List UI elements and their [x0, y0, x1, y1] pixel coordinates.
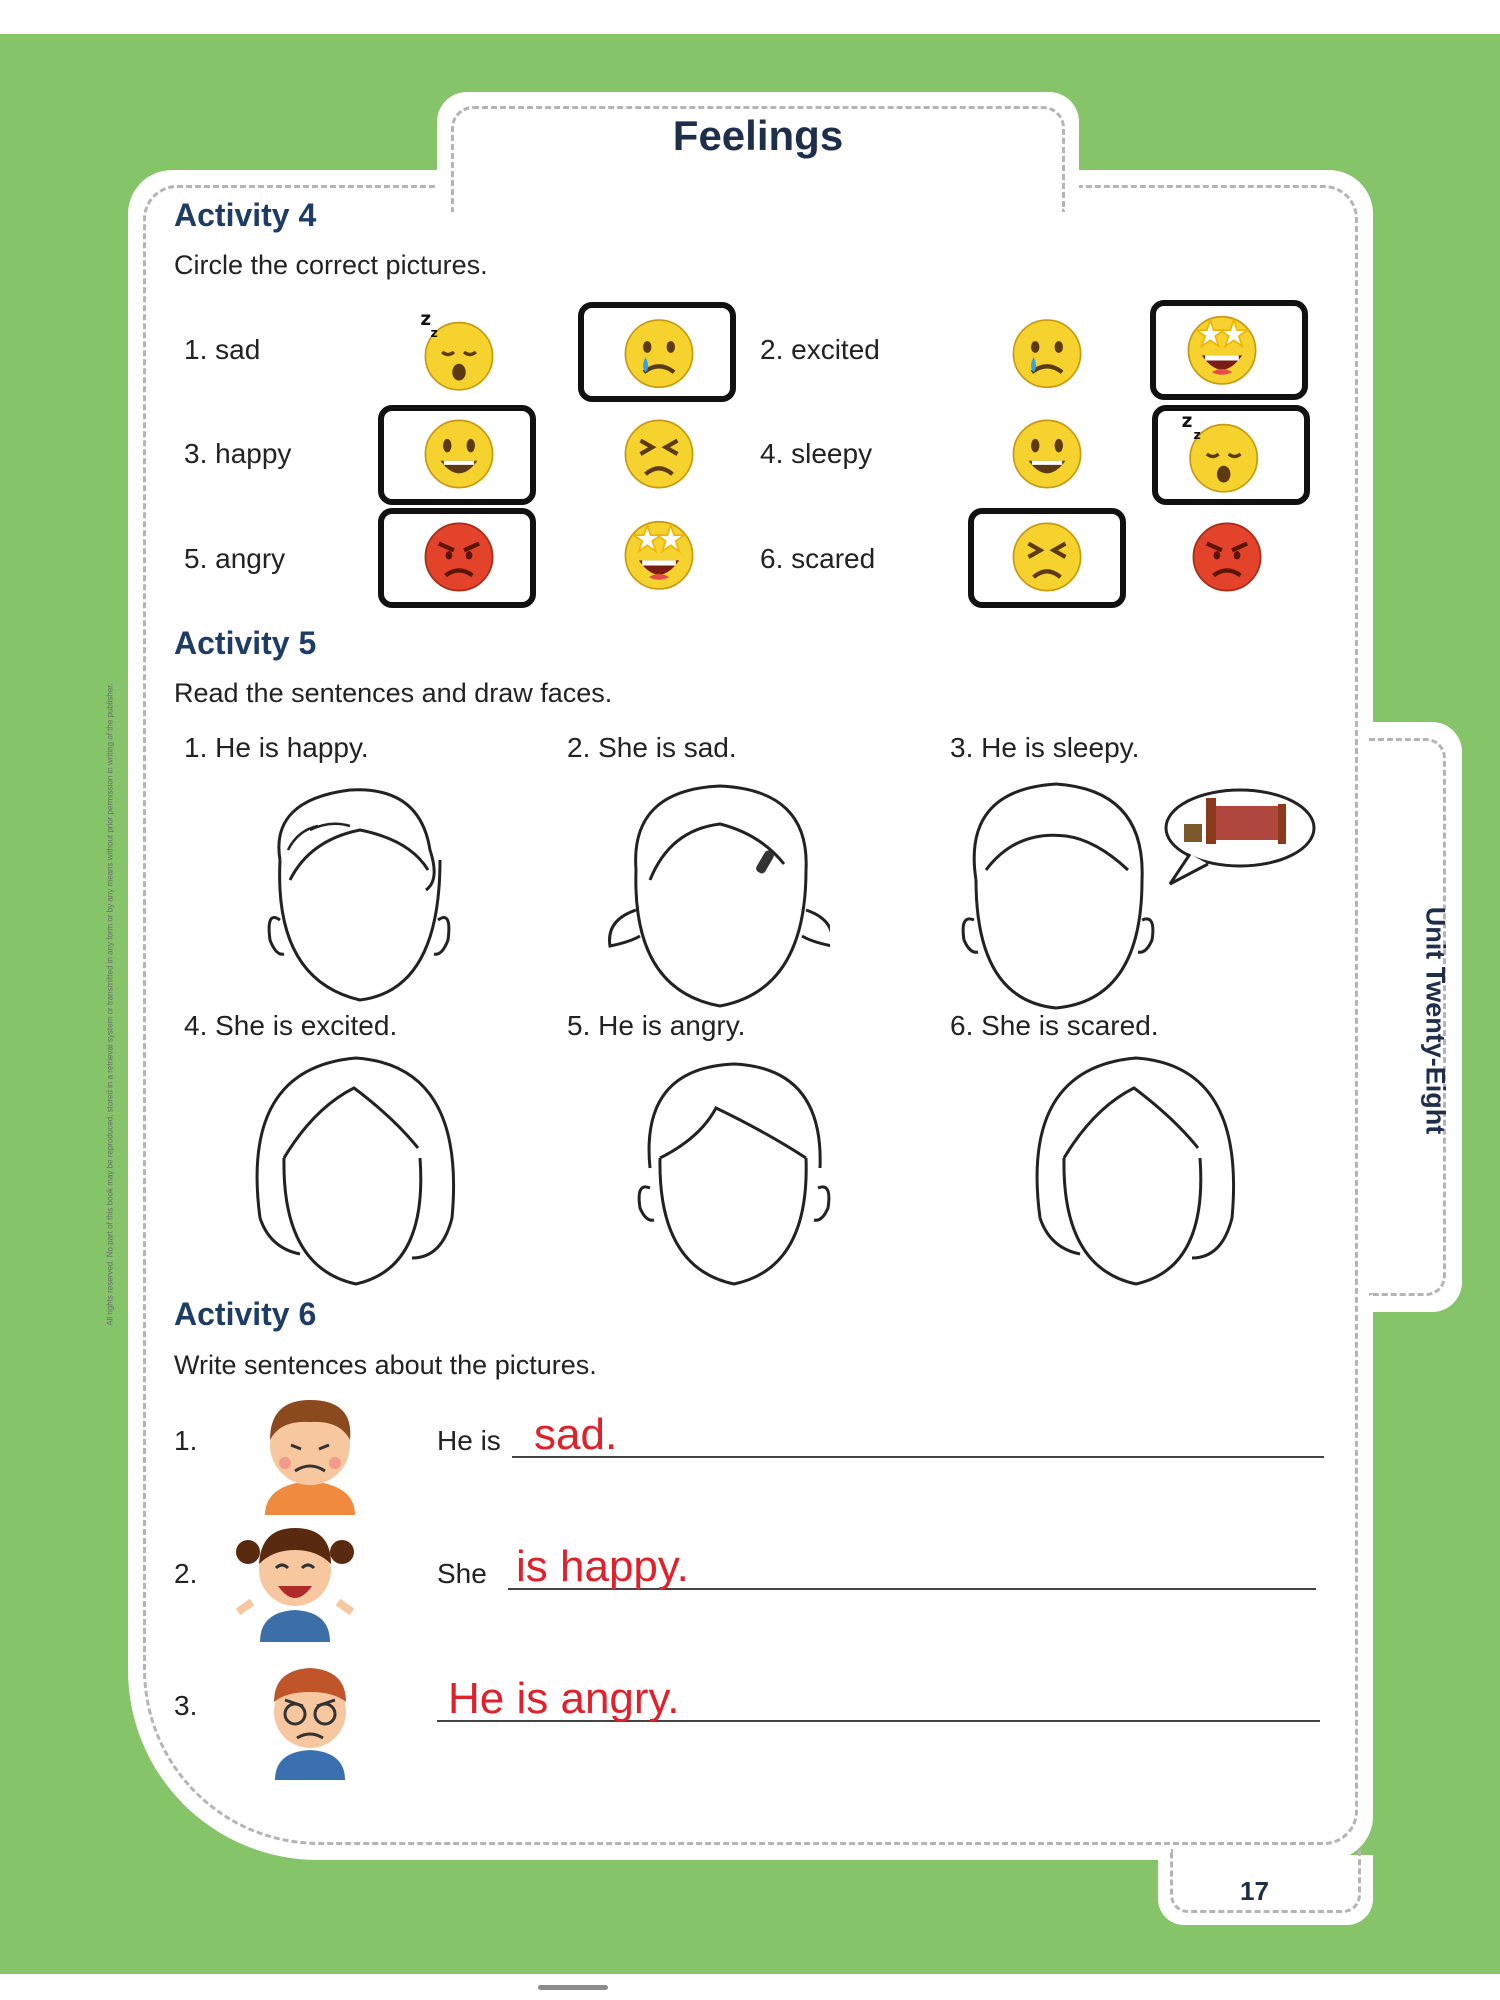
a6-item-number: 1.	[174, 1425, 198, 1456]
activity5-instruction: Read the sentences and draw faces.	[174, 678, 613, 708]
activity6-heading: Activity 6	[174, 1296, 317, 1332]
boy-face-outline[interactable]	[240, 770, 470, 1010]
scroll-handle[interactable]	[538, 1985, 608, 1990]
angry-emoji-icon[interactable]	[1185, 515, 1269, 599]
a5-item-label: 1. He is happy.	[184, 732, 369, 763]
selection-circle	[968, 508, 1126, 608]
a6-prompt: He is	[437, 1425, 501, 1456]
a5-item-label: 6. She is scared.	[950, 1010, 1159, 1041]
selection-circle	[378, 405, 536, 505]
a5-item-label: 5. He is angry.	[567, 1010, 746, 1041]
boy-face-outline[interactable]	[950, 770, 1180, 1010]
happy-emoji-icon[interactable]	[1005, 412, 1089, 496]
a4-item-label: 5. angry	[184, 543, 286, 574]
activity6-instruction: Write sentences about the pictures.	[174, 1350, 597, 1380]
selection-circle	[578, 302, 736, 402]
scared-emoji-icon[interactable]	[617, 412, 701, 496]
a6-item-number: 3.	[174, 1690, 198, 1721]
activity4-instruction: Circle the correct pictures.	[174, 250, 488, 280]
excited-emoji-icon[interactable]	[617, 510, 701, 594]
girl-face-outline[interactable]	[1020, 1048, 1250, 1288]
activity4-heading: Activity 4	[174, 197, 317, 233]
sad-emoji-icon[interactable]	[1005, 310, 1089, 394]
page-number: 17	[1240, 1876, 1269, 1906]
svg-text:z: z	[1181, 412, 1193, 433]
a6-prompt: She	[437, 1558, 487, 1589]
answer-1[interactable]: sad.	[534, 1410, 618, 1459]
a4-item-label: 6. scared	[760, 543, 876, 574]
activity5-heading: Activity 5	[174, 625, 317, 661]
selection-circle	[1152, 405, 1310, 505]
selection-circle	[378, 508, 536, 608]
angry-boy-icon	[245, 1650, 375, 1780]
a4-item-label: 1. sad	[184, 334, 261, 365]
a4-item-label: 2. excited	[760, 334, 880, 365]
girl-face-outline[interactable]	[600, 770, 830, 1010]
copyright-notice: All rights reserved. No part of this book may be reproduced, stored in a retrieval system or transmitted in any form or by any means without prior permission in writing of the publisher.	[105, 683, 115, 1326]
answer-2[interactable]: is happy.	[516, 1542, 689, 1591]
a5-item-label: 2. She is sad.	[567, 732, 737, 763]
sleepy-emoji-icon[interactable]	[417, 310, 501, 394]
boy-face-outline[interactable]	[620, 1048, 850, 1288]
svg-text:z: z	[430, 324, 438, 340]
a6-item-number: 2.	[174, 1558, 198, 1589]
a5-item-label: 3. He is sleepy.	[950, 732, 1140, 763]
sad-boy-icon	[245, 1385, 375, 1515]
happy-girl-icon	[230, 1512, 360, 1642]
a4-item-label: 4. sleepy	[760, 438, 873, 469]
answer-3[interactable]: He is angry.	[448, 1674, 680, 1723]
a4-item-label: 3. happy	[184, 438, 292, 469]
answer-line	[512, 1456, 1324, 1458]
bed-thought-bubble-icon	[1150, 780, 1320, 890]
girl-face-outline[interactable]	[240, 1048, 470, 1288]
unit-label: Unit Twenty-Eight	[1420, 906, 1451, 1135]
page-title: Feelings	[672, 112, 844, 159]
svg-text:z: z	[1193, 426, 1201, 442]
svg-text:z: z	[420, 310, 432, 331]
a5-item-label: 4. She is excited.	[184, 1010, 398, 1041]
selection-circle	[1150, 300, 1308, 400]
